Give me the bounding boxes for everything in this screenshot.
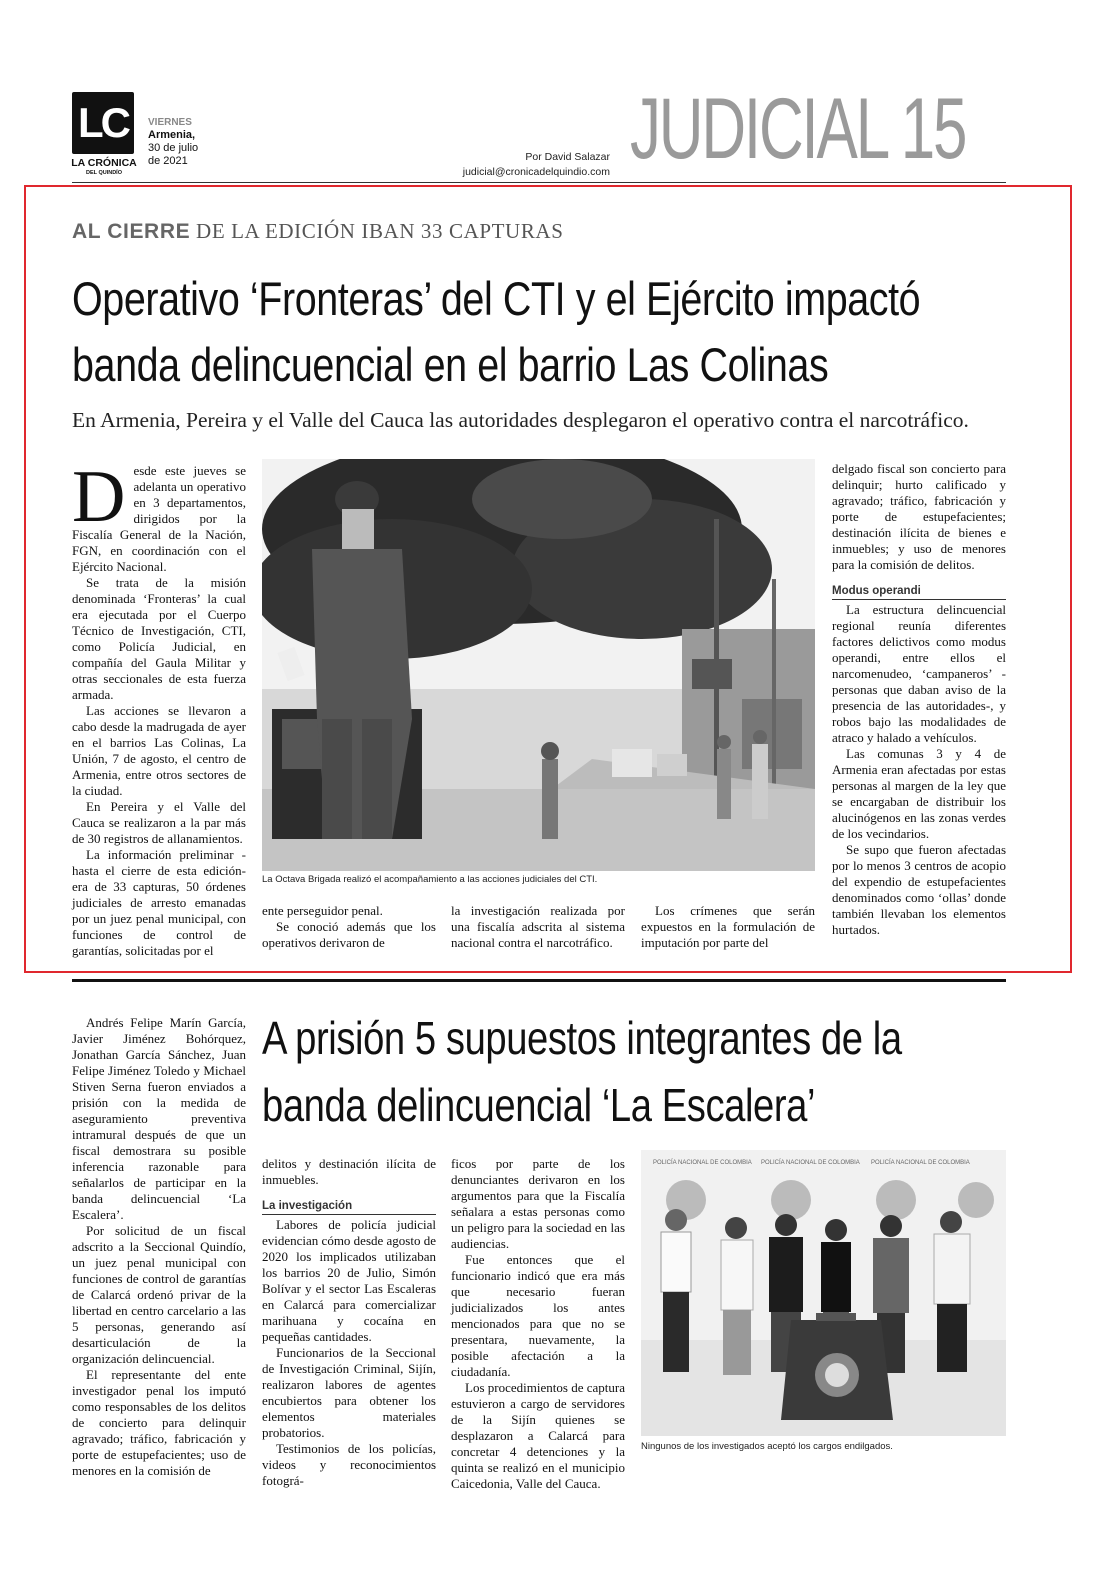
article2-column2 <box>262 1156 436 1489</box>
logo-subtitle: DEL QUINDÍO <box>86 170 122 176</box>
article1-photo <box>262 459 815 871</box>
paragraph: Los crímenes que serán expuestos en la formulación de imputación por parte del <box>641 903 815 950</box>
dropcap: D <box>72 456 126 538</box>
article2-column3 <box>451 1156 625 1492</box>
paragraph: Funcionarios de la Seccional de Investigación Criminal, Sijín, realizaron labores de agentes encubiertos para obtener los elementos materiales probatorios. <box>262 1345 436 1440</box>
paragraph: En Pereira y el Valle del Cauca se realizaron a la par más de 30 registros de allanamientos. <box>72 799 246 846</box>
article1-kicker <box>72 219 563 244</box>
date-block <box>148 116 198 168</box>
paragraph: la investigación realizada por una fiscalía adscrita al sistema nacional contra el narcotráfico. <box>451 903 625 950</box>
section-title <box>630 81 966 177</box>
article1-column2 <box>262 903 436 951</box>
paragraph: delgado fiscal son concierto para delinquir; hurto calificado y agravado; tráfico, fabricación y porte de estupefacientes; destinación ilícita de bienes e inmuebles; y uso de menores para la comisión de delitos. <box>832 461 1006 572</box>
paragraph: Fue entonces que el funcionario indicó que era más que necesario fueran judicializados los antes mencionados para que no se presentara, nuevamente, la posible afectación a la ciudadanía. <box>451 1252 625 1379</box>
page-number: 15 <box>900 81 966 177</box>
kicker-rest: DE LA EDICIÓN IBAN 33 CAPTURAS <box>190 219 564 243</box>
article1-headline-line2: banda delincuencial en el barrio Las Colinas <box>72 338 829 391</box>
paragraph: La estructura delincuencial regional reunía diferentes factores delictivos como modus operandi, entre ellos el narcomenudeo, ‘campaneros’ -personas que daban aviso de la presencia de las autoridades-, y robos bajo las modalidades de atraco y halado a vehículos. <box>832 602 1006 745</box>
header-rule <box>72 182 1006 183</box>
article-divider <box>72 979 1006 982</box>
article1-deck: En Armenia, Pereira y el Valle del Cauca las autoridades desplegaron el operativo contra el narcotráfico. <box>72 408 969 432</box>
paragraph: El representante del ente investigador penal los imputó como responsables de los delitos de concierto para delinquir agravado; tráfico, fabricación y porte de estupefacientes; uso de menores en la comisión de <box>72 1367 246 1478</box>
subhead-modus-operandi: Modus operandi <box>832 583 1006 600</box>
byline-block <box>460 150 610 180</box>
soldier-street-photo <box>262 459 815 871</box>
paragraph: Se conoció además que los operativos derivaron de <box>262 919 436 950</box>
backdrop-text: POLICÍA NACIONAL DE COLOMBIA <box>871 1160 970 1166</box>
logo-name: LA CRÓNICA <box>71 157 137 169</box>
paragraph: ente perseguidor penal. <box>262 903 383 918</box>
paragraph: Andrés Felipe Marín García, Javier Jiménez Bohórquez, Jonathan García Sánchez, Juan Felipe Jiménez Toledo y Michael Stiven Serna fueron enviados a prisión con la medida de aseguramiento preventiva intramural después de que un fiscal demostrara su posible inferencia razonable para señalarlos de participar en la banda delincuencial ‘La Escalera’. <box>72 1015 246 1222</box>
paragraph: Las comunas 3 y 4 de Armenia eran afectadas por estas personas al margen de la ley que se encargaban de distribuir los alucinógenos en las zonas verdes de los vecindarios. <box>832 746 1006 841</box>
logo: LC <box>78 99 128 146</box>
byline: Por David Salazar <box>525 151 610 163</box>
paragraph: Labores de policía judicial evidencian cómo desde agosto de 2020 los implicados utilizaban los barrios 20 de Julio, Simón Bolívar y el sector Las Escaleras en Calarcá para comercializar marihuana y cocaína en pequeñas cantidades. <box>262 1217 436 1344</box>
article1-photo-caption: La Octava Brigada realizó el acompañamiento a las acciones judiciales del CTI. <box>262 874 598 885</box>
backdrop-text: POLICÍA NACIONAL DE COLOMBIA <box>761 1160 860 1166</box>
kicker-strong: AL CIERRE <box>72 220 191 243</box>
article2-headline-line2: banda delincuencial ‘La Escalera’ <box>262 1079 816 1131</box>
byline-email: judicial@cronicadelquindio.com <box>462 166 610 178</box>
date-city: Armenia, <box>148 129 196 141</box>
date-line-1: 30 de julio <box>148 142 199 154</box>
article1-column5 <box>832 461 1006 938</box>
paragraph: Se supo que fueron afectadas por lo menos 3 centros de acopio del expendio de estupefacientes denominados como ‘ollas’ donde también llevaban los elementos hurtados. <box>832 842 1006 937</box>
article2-photo <box>641 1150 1006 1436</box>
backdrop-text: POLICÍA NACIONAL DE COLOMBIA <box>653 1160 752 1166</box>
article1-column4 <box>641 903 815 951</box>
paragraph: Por solicitud de un fiscal adscrito a la Seccional Quindío, un juez penal municipal con funciones de control de garantías de Calarcá ordenó privar de la libertad en centro carcelario a las 5 personas, generando así desarticulación de la organización delincuencial. <box>72 1223 246 1366</box>
paragraph: Testimonios de los policías, videos y reconocimientos fotográ- <box>262 1441 436 1488</box>
paragraph: esde este jueves se adelanta un operativo en 3 departamentos, dirigidos por la Fiscalía General de la Nación, FGN, en coordinación con el Ejército Nacional. <box>72 463 246 574</box>
article2-headline-line1: A prisión 5 supuestos integrantes de la <box>262 1012 902 1064</box>
detainees-photo <box>641 1150 1006 1436</box>
subhead-la-investigacion: La investigación <box>262 1198 436 1215</box>
paragraph: delitos y destinación ilícita de inmuebles. <box>262 1156 436 1187</box>
paragraph: Las acciones se llevaron a cabo desde la madrugada de ayer en el barrios Las Colinas, La Unión, 7 de agosto, el centro de Armenia, entre otros sectores de la ciudad. <box>72 703 246 798</box>
paragraph: La información preliminar -hasta el cierre de esta edición- era de 33 capturas, 50 órdenes judiciales de arresto emanadas por un juez penal municipal, con funciones de control de garantías, solicitadas por el <box>72 847 246 958</box>
section-name: JUDICIAL <box>630 81 886 177</box>
article1-headline-line1: Operativo ‘Fronteras’ del CTI y el Ejército impactó <box>72 272 921 325</box>
paragraph: Los procedimientos de captura estuvieron a cargo de servidores de la Sijín quienes se desplazaron a Calarcá para concretar 4 detenciones y la quinta se realizó en el municipio Caicedonia, Valle del Cauca. <box>451 1380 625 1491</box>
date-day: VIERNES <box>148 117 192 128</box>
date-line-2: de 2021 <box>148 155 188 167</box>
article2-column1 <box>72 1015 246 1479</box>
article1-column3 <box>451 903 625 951</box>
article2-photo-caption: Ningunos de los investigados aceptó los cargos endilgados. <box>641 1441 893 1452</box>
article1-column1 <box>72 456 246 959</box>
paragraph: Se trata de la misión denominada ‘Fronteras’ la cual era ejecutada por el Cuerpo Técnico de Investigación, CTI, como Policía Judicial, en compañía del Gaula Militar y otras seccionales de esta fuerza armada. <box>72 575 246 702</box>
paragraph: ficos por parte de los denunciantes derivaron en los argumentos para que la Fiscalía señalara a estas personas como un peligro para la sociedad en las audiencias. <box>451 1156 625 1251</box>
